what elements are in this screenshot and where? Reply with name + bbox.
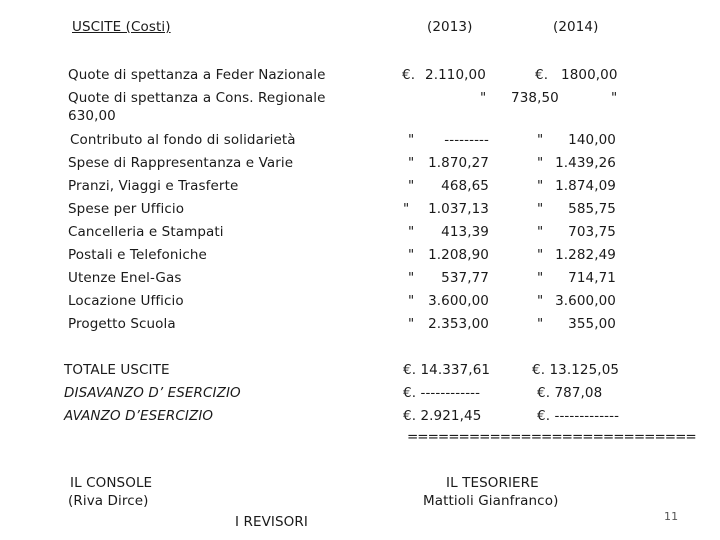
- row-label: Locazione Ufficio: [68, 293, 184, 309]
- row-label: Cancelleria e Stampati: [68, 224, 224, 240]
- row-marker-2013: ": [480, 90, 487, 106]
- row-value-2013: 1.208,90: [428, 247, 489, 263]
- row-value-2013: 1.037,13: [428, 201, 489, 217]
- row-value-2013: 2.353,00: [428, 316, 489, 332]
- avanzo-label: AVANZO D’ESERCIZIO: [64, 408, 214, 424]
- row-marker-2014: €.: [535, 67, 549, 83]
- row-marker-2013: ": [408, 247, 415, 263]
- row-value-2013: ---------: [444, 132, 489, 148]
- row-marker-2013: ": [408, 316, 415, 332]
- total-value-2014: €. 13.125,05: [532, 362, 620, 378]
- column-header-2013: (2013): [427, 19, 473, 35]
- row-marker-2014: ": [537, 270, 544, 286]
- row-value-2013: 537,77: [441, 270, 489, 286]
- row-label: Progetto Scuola: [68, 316, 176, 332]
- row-value-2014: 585,75: [568, 201, 616, 217]
- console-name: (Riva Dirce): [68, 493, 149, 509]
- row-marker-2014: ": [537, 316, 544, 332]
- row-value-2014: 703,75: [568, 224, 616, 240]
- row-marker-2013: ": [408, 132, 415, 148]
- avanzo-value-2013: €. 2.921,45: [403, 408, 482, 424]
- row-value-2013: 413,39: [441, 224, 489, 240]
- row-value-2014: 1.439,26: [555, 155, 616, 171]
- row-label-wrapped: 630,00: [68, 108, 116, 124]
- row-value-2014: 714,71: [568, 270, 616, 286]
- row-value-2013: 3.600,00: [428, 293, 489, 309]
- column-header-2014: (2014): [553, 19, 599, 35]
- total-label: TOTALE USCITE: [64, 362, 170, 378]
- row-label: Pranzi, Viaggi e Trasferte: [68, 178, 239, 194]
- row-marker-extra: ": [611, 90, 618, 106]
- row-marker-2014: ": [537, 132, 544, 148]
- row-marker-2014: ": [537, 178, 544, 194]
- avanzo-value-2014: €. -------------: [537, 408, 620, 424]
- row-label: Spese di Rappresentanza e Varie: [68, 155, 294, 171]
- row-value-2013: 468,65: [441, 178, 489, 194]
- revisori-title: I REVISORI: [235, 514, 308, 530]
- row-marker-2013: ": [408, 270, 415, 286]
- console-title: IL CONSOLE: [70, 475, 153, 491]
- disavanzo-label: DISAVANZO D’ ESERCIZIO: [64, 385, 241, 401]
- row-value-2014: 140,00: [568, 132, 616, 148]
- tesoriere-title: IL TESORIERE: [446, 475, 539, 491]
- row-label: Quote di spettanza a Feder Nazionale: [68, 67, 326, 83]
- row-marker-2013: ": [408, 293, 415, 309]
- row-value-2014: 355,00: [568, 316, 616, 332]
- row-marker-2013: ": [408, 224, 415, 240]
- row-value-2014: 1.282,49: [555, 247, 616, 263]
- row-value-2014: 1.874,09: [555, 178, 616, 194]
- row-value-2014: 1800,00: [561, 67, 618, 83]
- row-marker-2014: ": [537, 224, 544, 240]
- disavanzo-value-2014: €. 787,08: [537, 385, 603, 401]
- row-label: Postali e Telefoniche: [68, 247, 207, 263]
- row-marker-2013: €.: [402, 67, 416, 83]
- row-marker-2014: ": [537, 247, 544, 263]
- row-label: Utenze Enel-Gas: [68, 270, 182, 286]
- total-value-2013: €. 14.337,61: [403, 362, 491, 378]
- row-marker-2014: ": [537, 293, 544, 309]
- disavanzo-value-2013: €. ------------: [403, 385, 481, 401]
- row-marker-2014: ": [537, 155, 544, 171]
- row-label: Spese per Ufficio: [68, 201, 185, 217]
- row-value-2013: 2.110,00: [425, 67, 486, 83]
- row-value-2013: 1.870,27: [428, 155, 489, 171]
- row-label: Contributo al fondo di solidarietà: [70, 132, 296, 148]
- row-value-2014: 3.600,00: [555, 293, 616, 309]
- row-marker-2013: ": [408, 155, 415, 171]
- double-rule: ============================: [407, 429, 696, 445]
- tesoriere-name: Mattioli Gianfranco): [423, 493, 559, 509]
- row-value-2014: 738,50: [511, 90, 559, 106]
- row-marker-2013: ": [408, 178, 415, 194]
- page-number: 11: [664, 510, 679, 523]
- section-title: USCITE (Costi): [72, 19, 171, 35]
- row-label: Quote di spettanza a Cons. Regionale: [68, 90, 326, 106]
- row-marker-2013: ": [403, 201, 410, 217]
- row-marker-2014: ": [537, 201, 544, 217]
